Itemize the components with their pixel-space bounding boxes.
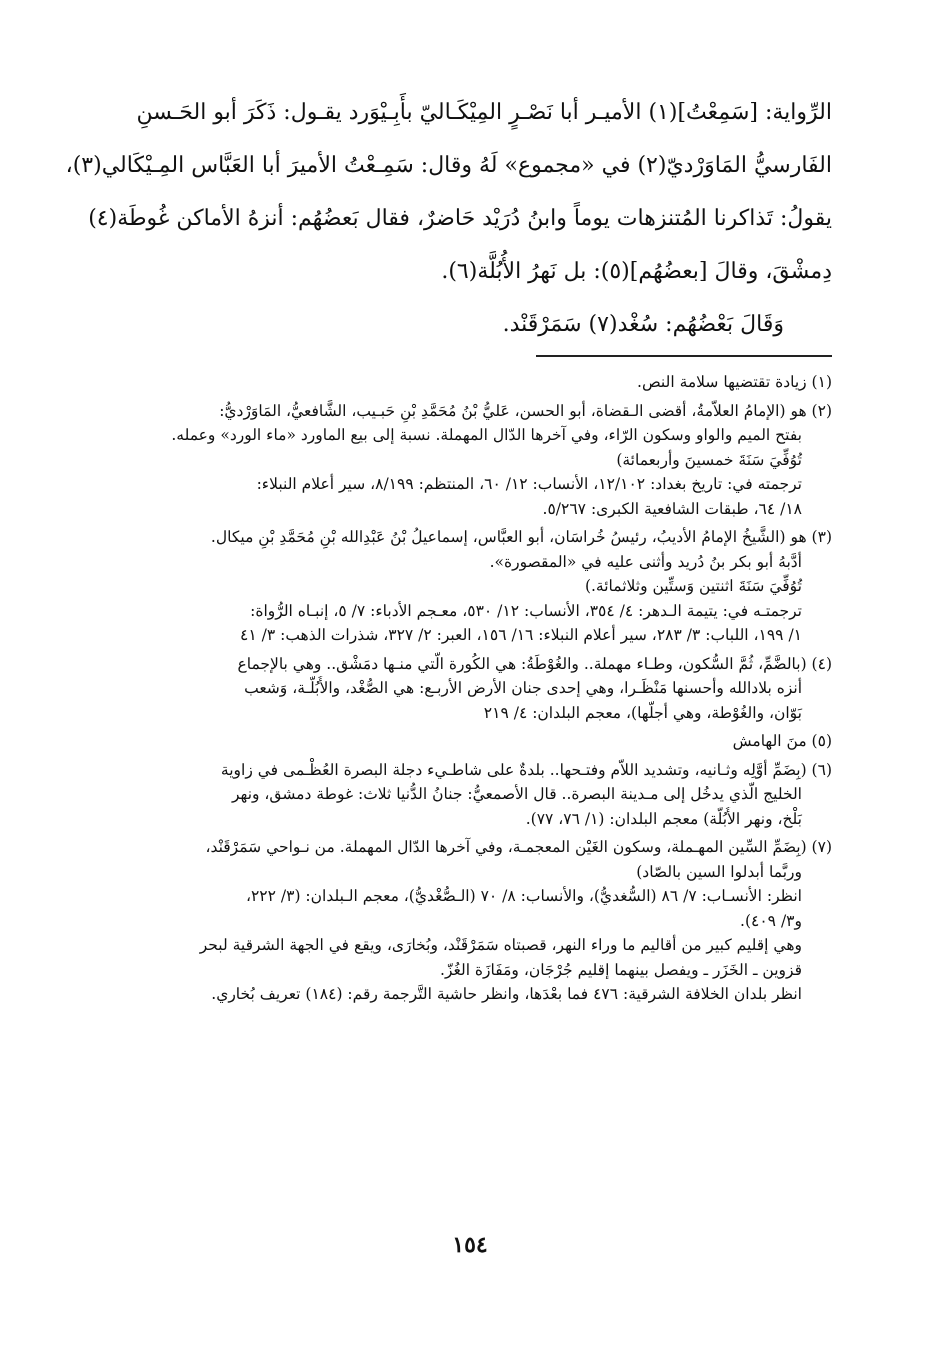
footnote-line: (٣) هو (الشَّيخُ الإمامُ الأديبُ، رئيسُ خُراسَان، أبو العبَّاس، إسماعيلُ بْنُ عَبْدِالله بْنِ مُحَمَّدِ بْنِ ميكال. — [210, 528, 832, 546]
footnote-reference: و٣/ ٤٠٩). — [740, 911, 802, 930]
footnote-line: قزوين ـ الخَزَر ـ ويفصل بينهما إقليم جُرْجَان، ومَفَازَة الغُزّ. — [440, 960, 802, 979]
footnote-reference: ١/ ١٩٩، اللباب: ٣/ ٢٨٣، سير أعلام النبلاء: ١٦/ ١٥٦، العبر: ٢/ ٣٢٧، شذرات الذهب: ٣/ ٤١ — [240, 626, 802, 644]
footnote-line: بَلْخ، ونهر الأُبُلَّة) معجم البلدان: (١/ ٧٦، ٧٧). — [525, 809, 802, 828]
footnote-reference: انظر بلدان الخلافة الشرقية: ٤٧٦ فما بعْدَها، وانظر حاشية التَّرجمة رقم: (١٨٤) تعريف بُخاري. — [211, 985, 802, 1003]
footnote-reference: انظر: الأنسـاب: ٧/ ٨٦ (السُّغديُّ)، والأنساب: ٨/ ٧٠ (الـصُّغْديُّ)، معجم الـبلدان: (٣/ ٢٢٢، — [245, 887, 802, 905]
footnote-line: بَوّان، والغُوْطة، وهي أجلُّها)، معجم البلدان: ٤/ ٢١٩ — [483, 703, 802, 722]
footnote-6 — [100, 758, 832, 832]
footnote-reference: ترجمته في: تاريخ بغداد: ١٢/١٠٢، الأنساب: ١٢/ ٦٠، المنتظم: ٨/١٩٩، سير أعلام النبلاء: — [256, 475, 802, 493]
footnote-line: تُوُفِّيَ سَنَةَ اثنتين وَستِّين وثلاثمائة.) — [584, 577, 802, 595]
footnote-reference: ترجمتـه في: يتيمة الـدهر: ٤/ ٣٥٤، الأنساب: ١٢/ ٥٣٠، معـجم الأدباء: ٧/ ٥، إنبـاه الرُّواة: — [250, 601, 802, 620]
footnote-2 — [100, 399, 832, 522]
footnote-line: وهي إقليم كبير من أقاليم ما وراء النهر، قصبتاه سَمَرْقَنْد، وبُخارَى، ويقع في الجهة الشرقية لبحر — [199, 936, 802, 954]
footnote-line: أدَّبهُ أبو بكر بنُ دُريد وأثنى عليه في «المقصورة». — [489, 552, 802, 571]
footnote-line: وربَّما أبدلوا السين بالصّاد) — [636, 862, 802, 881]
footnote-line: الخليج الَّذي يدخُل إلى مـدينة البصرة.. قال الأصمعيُّ: جنانُ الدُّنيا ثلاث: غوطة دمشق، ونهر — [232, 785, 802, 803]
footnote-line: (٥) منَ الهامش — [732, 732, 832, 750]
footnote-line: بفتح الميم والواو وسكون الرّاء، وفي آخرها الدّال المهملة. نسبة إلى بيع الماورد «ماء الورد» وعمله. — [171, 426, 802, 444]
footnote-line: تُوُفِّيَ سَنَةَ خمسينَ وأربعمائة) — [616, 450, 802, 469]
footnote-line: (١) زيادة تقتضيها سلامة النص. — [637, 373, 832, 391]
footnote-line: (٢) هو (الإمامُ العلاّمةُ، أقضى الـقضاة، أبو الحسن، عَليُّ بْنُ مُحَمَّدِ بْنِ حَبـيب، الشَّافعيُّ، المَاوَرْديُّ: — [219, 401, 832, 420]
footnote-divider — [536, 355, 832, 357]
footnote-3 — [100, 525, 832, 648]
page-number: ١٥٤ — [452, 1232, 488, 1258]
footnote-5 — [100, 729, 832, 754]
main-text — [65, 86, 832, 351]
main-line: الرِّواية: [سَمِعْتُ](١) الأميـر أبا نَصْـرٍ المِيْكَـاليّ بأَبِـيْوَرد يقـول: ذَكَرَ أبو الحَـسنِ — [136, 100, 832, 125]
footnotes — [100, 370, 832, 1011]
footnote-4 — [100, 652, 832, 726]
footnote-7 — [100, 835, 832, 1007]
footnote-1 — [100, 370, 832, 395]
footnote-line: (٤) (بالضَّمِّ، ثُمَّ السُّكون، وطـاء مهملة.. والغُوْطَةُ: هي الكُورة الَّتي منـها دمَشْق.. وهي بالإجماع — [237, 654, 832, 673]
footnote-line: (٦) (بِضَمِّ أوَّلِه وثـانيه، وتشديد اللاّم وفتـحها.. بلدةٌ على شاطـيء دجلة البصرة العُظْـمى في زاوية — [220, 760, 832, 779]
main-line: يقولُ: تَذاكرنا المُتنزهات يوماً وابنُ دُرَيْد حَاضرٌ، فقال بَعضُهُم: أنزهُ الأماكن غُوطَة(٤) — [88, 206, 832, 231]
footnote-line: أنزه بلادالله وأحسنها مَنْظَـرا، وهي إحدى جنان الأرض الأربـع: هي الصُّغْد، والأُبُلَّـة، وَشعب — [244, 679, 802, 697]
footnote-line: (٧) (بِضَمِّ السِّين المهـملة، وسكون الغَيْن المعجمـة، وفي آخرها الدّال المهملة. من نـواحي سَمَرْقَنْد، — [205, 838, 832, 856]
footnote-reference: ١٨/ ٦٤، طبقات الشافعية الكبرى: ٥/٢٦٧. — [542, 499, 802, 518]
main-line: وَقَالَ بَعْضُهُم: سُغْد(٧) سَمَرْقَنْد. — [502, 312, 784, 337]
main-line: دِمشْقَ، وقالَ [بعضُهُم](٥): بل نَهرُ الأُبُلَّة(٦). — [441, 259, 832, 284]
narration-paragraph — [65, 86, 832, 351]
main-line: الفَارسيُّ المَاوَرْديّ(٢) في «مجموع» لَهُ وقال: سَمِـعْتُ الأميرَ أبا العَبَّاس المِـيْكَالي(٣)، — [65, 153, 832, 178]
